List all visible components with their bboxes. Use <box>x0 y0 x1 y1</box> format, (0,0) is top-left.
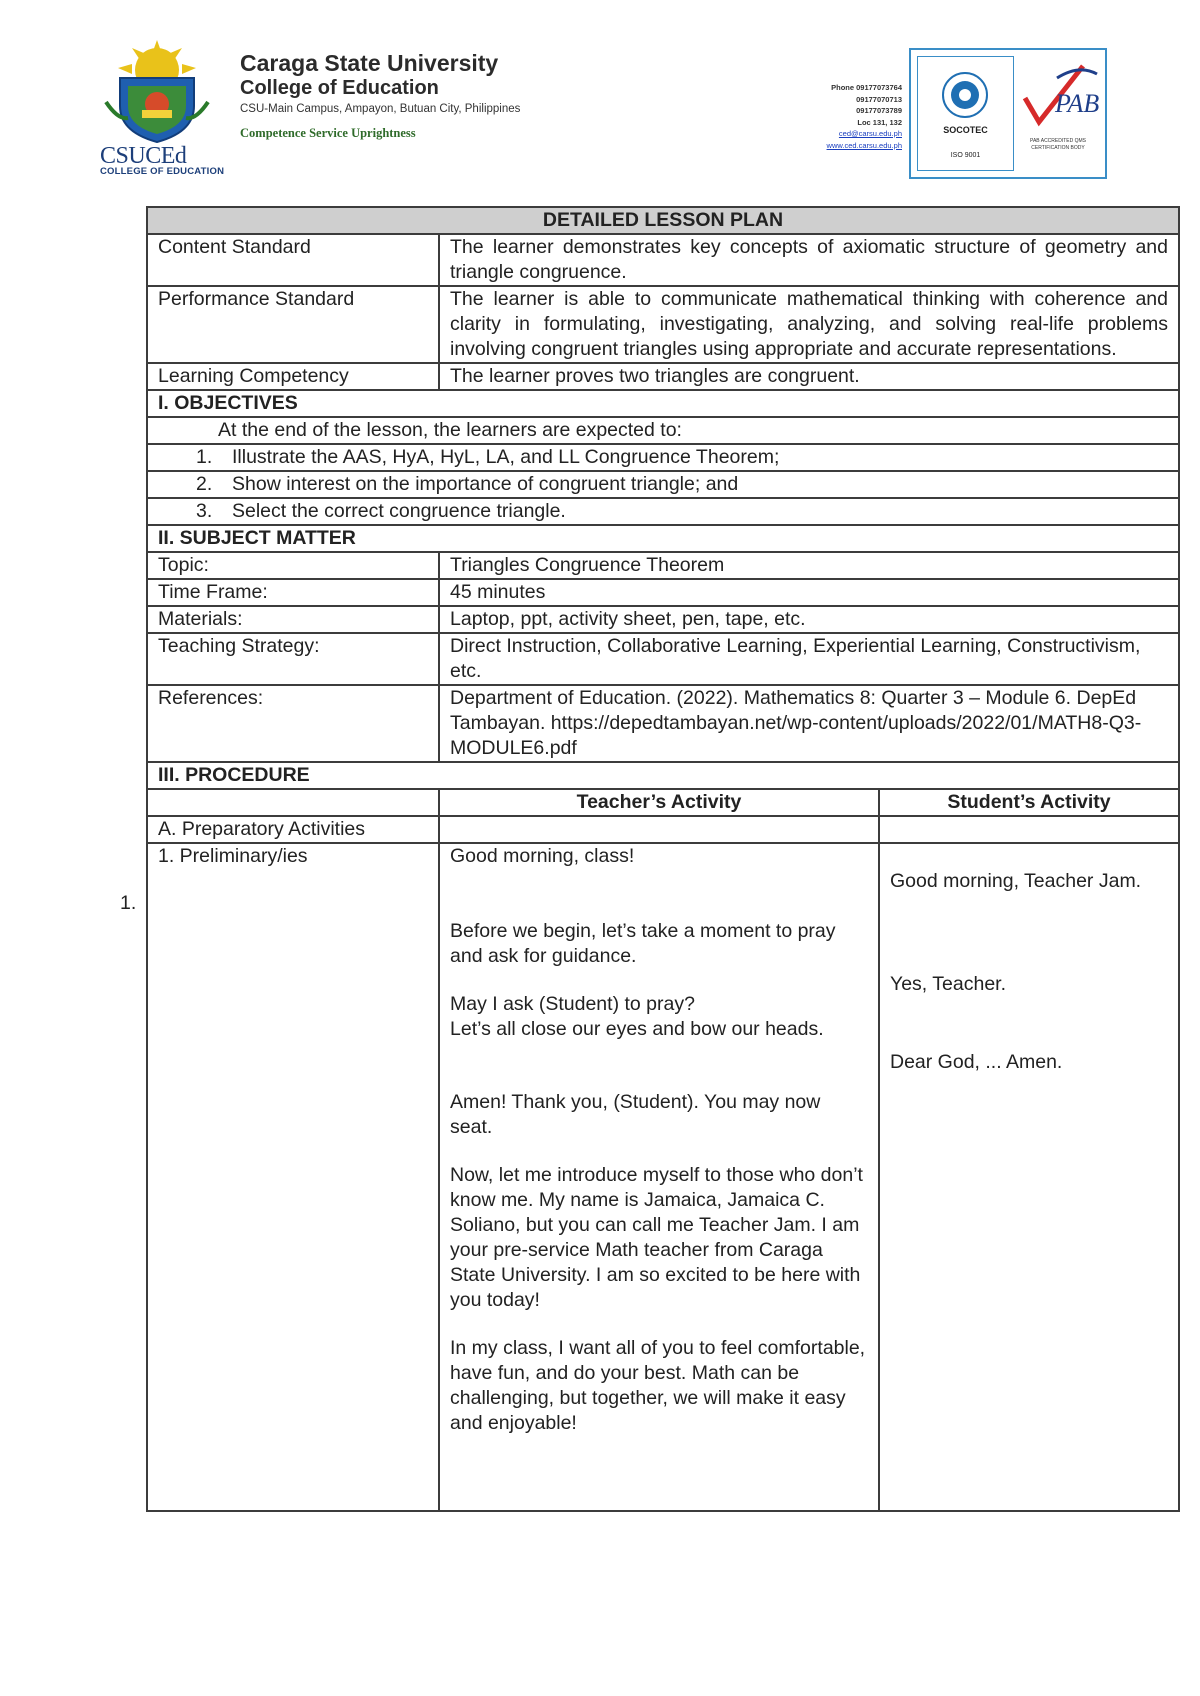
time-frame-label: Time Frame: <box>147 579 439 606</box>
content-standard-text: The learner demonstrates key concepts of axiomatic structure of geometry and triangle congruence. <box>439 234 1179 286</box>
competency-text: The learner proves two triangles are congruent. <box>439 363 1179 390</box>
student-activity-cell <box>879 843 1179 1511</box>
lesson-plan-title: DETAILED LESSON PLAN <box>147 207 1179 234</box>
pab-label: PAB <box>1055 89 1099 118</box>
teacher-activity-cell <box>439 843 879 1511</box>
lesson-plan-table <box>146 206 1180 1512</box>
subject-heading-row <box>147 525 1179 552</box>
website-link[interactable]: www.ced.carsu.edu.ph <box>826 140 902 150</box>
references-value: Department of Education. (2022). Mathematics 8: Quarter 3 – Module 6. DepEd Tambayan. https://depedtambayan.net/wp-content/uploads/2022/01/MATH8-Q3-MODULE6.pdf <box>439 685 1179 762</box>
pab-check-icon <box>1017 56 1099 136</box>
teacher-line: Amen! Thank you, (Student). You may now seat. <box>450 1091 821 1138</box>
contact-email-link[interactable]: ced@carsu.edu.ph <box>838 129 902 138</box>
objective-text: Show interest on the importance of congruent triangle; and <box>232 473 739 495</box>
references-row <box>147 685 1179 762</box>
subject-matter-heading: II. SUBJECT MATTER <box>147 525 1179 552</box>
procedure-heading: III. PROCEDURE <box>147 762 1179 789</box>
student-line: Yes, Teacher. <box>890 973 1007 995</box>
university-name: Caraga State University <box>240 50 499 76</box>
topic-row <box>147 552 1179 579</box>
teacher-line: Good morning, class! <box>450 845 635 867</box>
preparatory-row <box>147 816 1179 843</box>
content-standard-row <box>147 234 1179 286</box>
objective-row <box>147 498 1179 525</box>
content-standard-label: Content Standard <box>147 234 439 286</box>
motto: Competence Service Uprightness <box>240 126 416 140</box>
student-line: Good morning, Teacher Jam. <box>890 870 1142 892</box>
performance-standard-text: The learner is able to communicate mathematical thinking with coherence and clarity in formulating, investigating, analyzing, and solving real-life problems involving congruent triangles using appropriate and accurate representations. <box>439 286 1179 363</box>
socotec-emblem-icon <box>918 57 1013 127</box>
teacher-line: Before we begin, let’s take a moment to pray and ask for guidance. <box>450 920 836 967</box>
preliminaries-row <box>147 843 1179 1511</box>
table-title-row <box>147 207 1179 234</box>
topic-label: Topic: <box>147 552 439 579</box>
objective-row <box>147 471 1179 498</box>
objective-item <box>147 444 1179 471</box>
objectives-intro-row <box>147 417 1179 444</box>
procedure-heading-row <box>147 762 1179 789</box>
contact-local: Loc 131, 132 <box>857 117 902 127</box>
objective-row <box>147 444 1179 471</box>
teacher-line: Let’s all close our eyes and bow our heads. <box>450 1018 824 1040</box>
objective-number: 3. <box>196 500 213 522</box>
list-number: 1. <box>120 892 137 914</box>
empty-cell <box>879 816 1179 843</box>
materials-row <box>147 606 1179 633</box>
teacher-line: In my class, I want all of you to feel comfortable, have fun, and do your best. Math can be challenging, but together, we will make it easy and enjoyable! <box>450 1337 866 1434</box>
teacher-line: May I ask (Student) to pray? <box>450 993 695 1015</box>
empty-header-cell <box>147 789 439 816</box>
references-label: References: <box>147 685 439 762</box>
time-frame-row <box>147 579 1179 606</box>
contact-phone: 09177073789 <box>856 106 902 115</box>
contact-phone: Phone 09177073764 <box>831 83 902 92</box>
logo-wordmark: CSUCEd <box>100 143 187 169</box>
activity-header-row <box>147 789 1179 816</box>
contact-info <box>762 82 902 151</box>
student-line: Dear God, ... Amen. <box>890 1051 1063 1073</box>
objectives-heading-row <box>147 390 1179 417</box>
contact-phone: 09177070713 <box>856 94 902 104</box>
objectives-heading: I. OBJECTIVES <box>147 390 1179 417</box>
materials-value: Laptop, ppt, activity sheet, pen, tape, etc. <box>439 606 1179 633</box>
socotec-badge <box>917 56 1014 171</box>
time-frame-value: 45 minutes <box>439 579 1179 606</box>
logo-subtitle: COLLEGE OF EDUCATION <box>100 166 225 177</box>
socotec-label: SOCOTEC <box>943 125 988 135</box>
pab-caption: PAB ACCREDITED QMS CERTIFICATION BODY <box>1029 138 1087 151</box>
performance-standard-label: Performance Standard <box>147 286 439 363</box>
iso-label: ISO 9001 <box>950 152 981 159</box>
pab-badge <box>1017 56 1099 169</box>
strategy-value: Direct Instruction, Collaborative Learning, Experiential Learning, Constructivism, etc. <box>439 633 1179 685</box>
objective-text: Illustrate the AAS, HyA, HyL, LA, and LL Congruence Theorem; <box>232 446 780 468</box>
performance-standard-row <box>147 286 1179 363</box>
strategy-row <box>147 633 1179 685</box>
competency-row <box>147 363 1179 390</box>
campus-address: CSU-Main Campus, Ampayon, Butuan City, Philippines <box>240 103 521 115</box>
teacher-activity-header: Teacher’s Activity <box>439 789 879 816</box>
empty-cell <box>439 816 879 843</box>
teacher-line: Now, let me introduce myself to those who don’t know me. My name is Jamaica, Jamaica C. Soliano, but you can call me Teacher Jam. I am your pre-service Math teacher from Caraga State University. I am so excited to be here with you today! <box>450 1164 863 1311</box>
competency-label: Learning Competency <box>147 363 439 390</box>
preparatory-label: A. Preparatory Activities <box>147 816 439 843</box>
objective-item <box>147 471 1179 498</box>
college-name: College of Education <box>240 77 439 99</box>
materials-label: Materials: <box>147 606 439 633</box>
objective-number: 1. <box>196 446 213 468</box>
preliminaries-label: 1. Preliminary/ies <box>147 843 439 1511</box>
objectives-intro: At the end of the lesson, the learners are expected to: <box>147 417 1179 444</box>
certification-badges <box>909 48 1107 179</box>
objective-text: Select the correct congruence triangle. <box>232 500 566 522</box>
topic-value: Triangles Congruence Theorem <box>439 552 1179 579</box>
strategy-label: Teaching Strategy: <box>147 633 439 685</box>
student-activity-header: Student’s Activity <box>879 789 1179 816</box>
objective-item <box>147 498 1179 525</box>
objective-number: 2. <box>196 473 213 495</box>
